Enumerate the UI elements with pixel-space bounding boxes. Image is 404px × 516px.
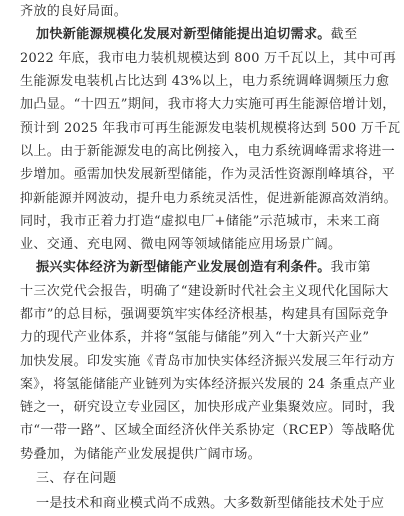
para2-line: 都市”的总目标，强调要筑牢实体经济根基，构建具有国际竞争: [20, 306, 389, 322]
para1-first-line: [36, 26, 357, 44]
para2-line: 链之一，研究设立专业园区，加快形成产业集聚效应。同时，我: [20, 400, 396, 416]
para2-bold-lead: 振兴实体经济为新型储能产业发展创造有利条件。: [36, 260, 331, 276]
para1-line: 预计到 2025 年我市可再生能源发电装机规模将达到 500 万千瓦: [20, 120, 401, 136]
para1-line: 以上。由于新能源发电的高比例接入，电力系统调峰需求将进一: [20, 143, 396, 159]
para1-bold-lead: 加快新能源规模化发展对新型储能提出迫切需求。: [36, 27, 331, 43]
para3-first-line: 一是技术和商业模式尚不成熟。大多数新型储能技术处于应: [36, 496, 385, 512]
section-heading: 三、存在问题: [36, 471, 117, 486]
para2-line: 势叠加，为储能产业发展提供广阔市场。: [20, 446, 262, 462]
para1-line: 抑新能源并网波动，提升电力系统灵活性，促进新能源高效消纳。: [20, 190, 397, 206]
para1-line: 加凸显。“十四五”期间，我市将大力实施可再生能源倍增计划，: [20, 97, 396, 113]
para2-line: 市“一带一路”、区域全面经济伙伴关系协定（RCEP）等战略优: [20, 423, 395, 439]
para2-line: 力的现代产业体系，并将“氢能与储能”列入“十大新兴产业”: [20, 330, 370, 346]
para1-line: 业、交通、充电网、微电网等领域储能应用场景广阔。: [20, 237, 342, 252]
para2-first-line: [36, 259, 371, 277]
para1-line: 2022 年底，我市电力装机规模达到 800 万千瓦以上，其中可再: [20, 50, 397, 66]
para2-line: 十三次党代会报告，明确了“建设新时代社会主义现代化国际大: [20, 283, 389, 299]
para1-line: 步增加。亟需加快发展新型储能，作为灵活性资源削峰填谷，平: [20, 167, 396, 183]
para1-line: 生能源发电装机占比达到 43%以上，电力系统调峰调频压力愈: [20, 73, 390, 89]
para2-line: 案》，将氢能储能产业链列为实体经济振兴发展的 24 条重点产业: [20, 376, 396, 392]
para1-line-0: 截至: [330, 27, 358, 43]
para1-line: 同时，我市正着力打造“虚拟电厂+储能”示范城市，未来工商: [20, 213, 381, 229]
para2-line: 加快发展。印发实施《青岛市加快实体经济振兴发展三年行动方: [20, 353, 396, 369]
intro-tail-line: 齐放的良好局面。: [20, 4, 128, 19]
para2-line-0: 我市第: [330, 260, 371, 276]
